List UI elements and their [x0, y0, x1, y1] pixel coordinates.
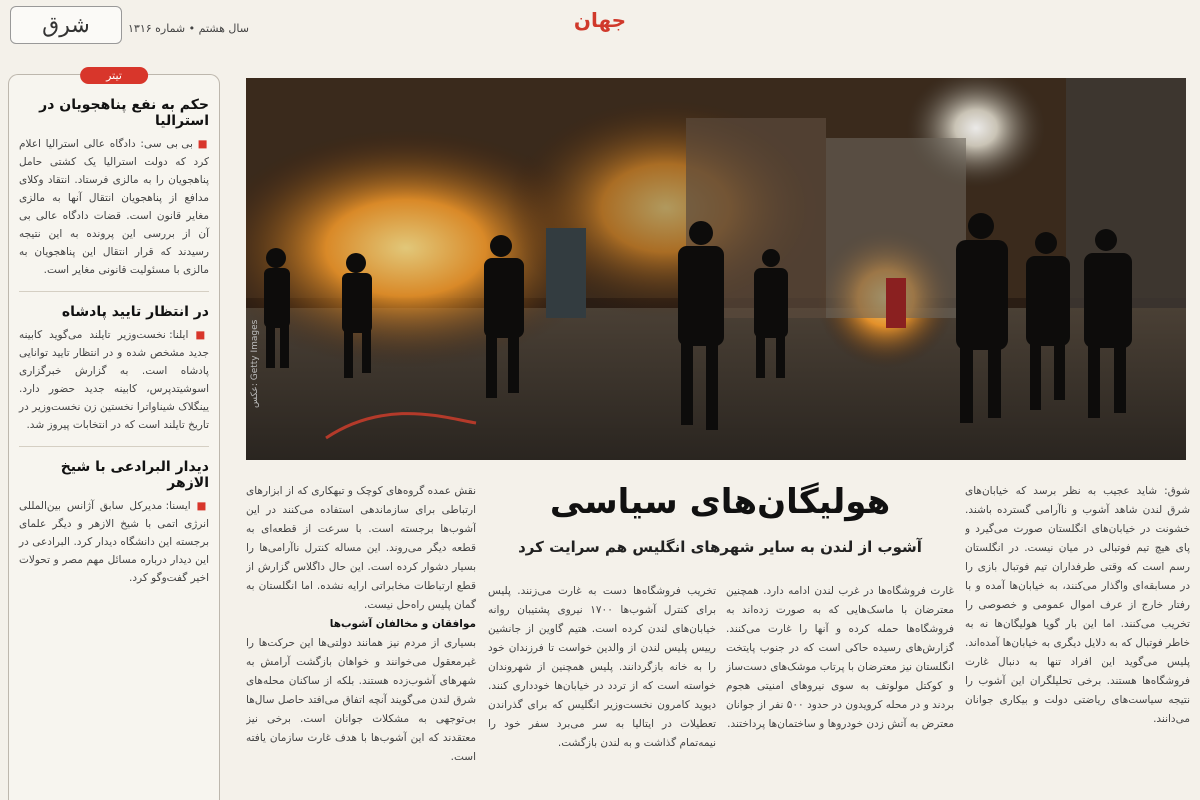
article-column-1: [965, 482, 1190, 800]
article-intertitle: موافقان و مخالفان آشوب‌ها: [329, 618, 476, 630]
sidebar-text: ■ ایلنا: نخست‌وزیر تایلند می‌گوید کابینه جدید مشخص شده و در انتظار تایید توانایی پادشاه است. به گزارش خبرگزاری اسوشیتدپرس، کابینه جدید حضور دارد. یینگلاک شیناواترا نخستین زن نخست‌وزیر در تاریخ تایلند است که در انتخابات پیروز شد.: [19, 329, 209, 431]
riot-photo: [246, 78, 1186, 460]
news-sidebar: [8, 69, 220, 800]
article-paragraph: تخریب فروشگاه‌ها دست به غارت می‌زنند. پلیس برای کنترل آشوب‌ها ۱۷۰۰ نیروی پشتیبان روانه خیابان‌های لندن کرده است. هتیم گاوین از جانشین رییس پلیس لندن از والدین خواست تا فرزندان خود را به خانه بازگردانند. پلیس همچنین از شهروندان خواسته است که از تردد در خیابان‌ها خودداری کنند. دیوید کامرون نخست‌وزیر انگلیس که برای گذراندن تعطیلات در ایتالیا به سر می‌برد سفر خود را نیمه‌تمام گذاشت و به لندن بازگشت.: [488, 585, 716, 749]
bullet-icon: ■: [192, 138, 209, 150]
article-paragraph: غارت فروشگاه‌ها در غرب لندن ادامه دارد. همچنین معترضان با ماسک‌هایی که به صورت زده‌اند به فروشگاه‌ها حمله کرده و آنها را غارت می‌کنند. گزارش‌های رسیده حاکی است که در جنوب پایتخت انگلستان نیز معترضان با پرتاب موشک‌های دست‌ساز و کوکتل مولوتف به سوی نیروهای امنیتی هجوم بردند و در محله کرویدون در حدود ۵۰۰ نفر از جوانان معترض به آتش زدن خودروها و ساختمان‌ها پرداختند.: [726, 585, 954, 730]
article-headline: هولیگان‌های سیاسی: [549, 482, 891, 522]
article-subhead: آشوب از لندن به سایر شهرهای انگلیس هم سرایت کرد: [518, 538, 922, 556]
issue-line: سال هشتم • شماره ۱۳۱۶: [128, 22, 249, 35]
riot-photo-illustration: [246, 78, 1186, 460]
page-header: [0, 0, 1200, 50]
sidebar-text: ■ بی بی سی: دادگاه عالی استرالیا اعلام کرد که دولت استرالیا یک کشتی حامل پناهجویان را به مالزی فرستاد. انتقاد وکلای مدافع از پناهجویان انتقال آنها به مالزی مغایر قانون است. قضات دادگاه عالی بی آن از بررسی این پرونده به این نتیجه رسیدند که قرار انتقال این پناهجویان به مالزی با مسئولیت قانونی مغایر است.: [19, 138, 209, 276]
article-column-4: [246, 482, 476, 800]
article-paragraph: بسیاری از مردم نیز همانند دولتی‌ها این حرکت‌ها را غیرمعقول می‌خوانند و خواهان بازگشت آرامش به شهرهای آشوب‌زده هستند. بلکه از ساکنان محله‌های شرق لندن می‌گویند آنچه اتفاق می‌افتد حاصل سال‌ها بی‌توجهی به مشکلات جوانان است. برخی نیز معتقدند که این آشوب‌ها با هدف غارت سازمان یافته است.: [246, 637, 476, 763]
bullet-icon: ■: [188, 329, 209, 341]
sidebar-headline: حکم به نفع پناهجویان در استرالیا: [39, 97, 209, 129]
sidebar-headline: در انتظار تایید پادشاه: [61, 304, 209, 320]
article-paragraph: شوق: شاید عجیب به نظر برسد که خیابان‌های شرق لندن شاهد آشوب و ناآرامی گسترده باشند. خشونت در خیابان‌های انگلستان صورت می‌گیرد و پای هیچ تیم فوتبالی در میان نیست. در انگلستان رسم است که وقتی طرفداران تیم فوتبال بازی را در مسابقه‌ای واگذار می‌کنند، به خیابان‌ها آمده و با رفتار خارج از عرف اموال عمومی و خصوصی را تخریب می‌کنند. اما این بار گویا هولیگان‌ها نه به خاطر فوتبال که به دلایل دیگری به خیابان‌ها آمده‌اند. پلیس می‌گوید این افراد تنها به دنبال غارت فروشگاه‌ها هستند. برخی تحلیلگران این آشوب را نتیجه سیاست‌های ریاضتی دولت و بیکاری جوانان می‌دانند.: [965, 485, 1190, 725]
section-title: جهان: [573, 8, 627, 32]
divider: [19, 291, 209, 292]
article-column-2: [726, 582, 954, 800]
sidebar-news-item: [9, 459, 219, 587]
newspaper-logo: شرق: [10, 6, 122, 44]
sidebar-badge: تیتر: [80, 67, 148, 84]
bullet-icon: ■: [190, 500, 209, 512]
article-column-3: [488, 582, 716, 800]
sidebar-text: ■ ایسنا: مدیرکل سابق آژانس بین‌المللی انرژی اتمی با شیخ الازهر و دیگر علمای برجسته این دانشگاه دیدار کرد. البرادعی در این دیدار درباره مسائل مهم مصر و تحولات اخیر گفت‌وگو کرد.: [19, 500, 209, 584]
sidebar-news-item: [9, 304, 219, 434]
photo-credit: عکس: Getty Images: [250, 319, 260, 408]
sidebar-news-item: [9, 97, 219, 279]
divider: [19, 446, 209, 447]
article-paragraph: نقش عمده گروه‌های کوچک و تبهکاری که از ابزارهای ارتباطی برای سازماندهی استفاده می‌کنند در این آشوب‌ها برجسته است. با سرعت از قطعه‌ای به قطعه دیگر می‌روند. این مساله کنترل ناآرامی‌ها را بسیار دشوار کرده است. این حال داگلاس گزارش از قطع ارتباطات مخابراتی ارایه نشده. اما انگلستان به گمان پلیس راه‌حل نیست.: [246, 485, 476, 611]
sidebar-headline: دیدار البرادعی با شیخ الازهر: [60, 459, 209, 491]
